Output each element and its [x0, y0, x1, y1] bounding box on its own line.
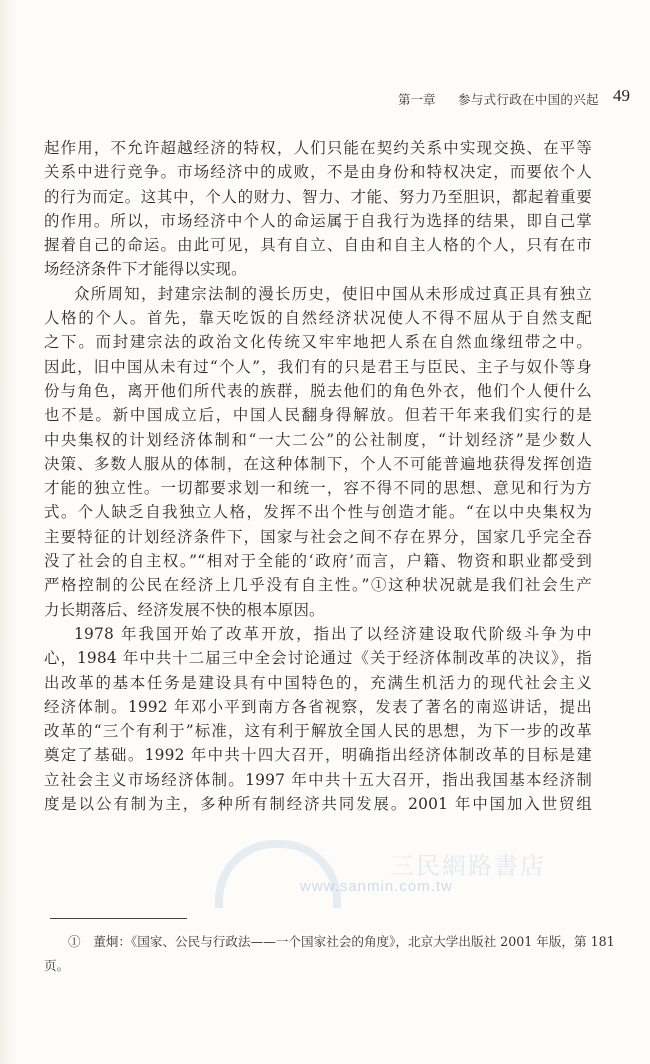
text-line: 的行为而定。这其中，个人的财力、智力、才能、努力乃至胆识，都起着重要: [44, 187, 592, 206]
watermark-logo-icon: [215, 840, 341, 908]
text-line: 之下。而封建宗法的政治文化传统又牢牢地把人系在自然血缘纽带之中。: [44, 333, 592, 352]
text-line: 没了社会的自主权。”“相对于全能的‘政府’而言，户籍、物资和职业都受到: [44, 552, 592, 571]
text-line: 严格控制的公民在经济上几乎没有自主性。”①这种状况就是我们社会生产: [44, 576, 592, 595]
text-line: 因此，旧中国从未有过“个人”，我们有的只是君王与臣民、主子与奴仆等身: [44, 357, 592, 376]
text-line: 度是以公有制为主，多种所有制经济共同发展。2001 年中国加入世贸组: [44, 795, 592, 814]
watermark-title: 三民網路書店: [390, 852, 546, 880]
text-line: 份与角色，离开他们所代表的族群，脱去他们的角色外衣，他们个人便什么: [44, 381, 592, 400]
footnote-line: ① 董炯：《国家、公民与行政法——一个国家社会的角度》，北京大学出版社 2001 年版，第 181: [68, 934, 615, 949]
body-text: [44, 136, 592, 816]
text-line: 心，1984 年中共十二届三中全会讨论通过《关于经济体制改革的决议》，指: [44, 649, 592, 668]
text-line: 力长期落后、经济发展不快的根本原因。: [44, 600, 325, 619]
text-line: 立社会主义市场经济体制。1997 年中共十五大召开，指出我国基本经济制: [44, 770, 592, 789]
text-line: 主要特征的计划经济条件下，国家与社会之间不存在界分，国家几乎完全吞: [44, 527, 592, 546]
chapter-label: 第一章: [398, 92, 436, 107]
text-line: 改革的“三个有利于”标准，这有利于解放全国人民的思想，为下一步的改革: [44, 722, 592, 741]
page-edge-shadow: [0, 0, 18, 1064]
watermark-url: www.sanmin.com.tw: [300, 878, 453, 895]
text-line: 奠定了基础。1992 年中共十四大召开，明确指出经济体制改革的目标是建: [44, 746, 592, 765]
text-line: 起作用，不允许超越经济的特权，人们只能在契约关系中实现交换、在平等: [44, 139, 592, 157]
text-line: 中央集权的计划经济体制和“一大二公”的公社制度，“计划经济”是少数人: [44, 430, 592, 449]
text-line: 场经济条件下才能得以实现。: [44, 260, 247, 279]
text-line: 关系中进行竞争。市场经济中的成败，不是由身份和特权决定，而要依个人: [44, 163, 592, 182]
footnote: [44, 930, 615, 978]
text-line: 人格的个人。首先，靠天吃饭的自然经济状况使人不得不屈从于自然支配: [44, 309, 592, 328]
text-line: 出改革的基本任务是建设具有中国特色的，充满生机活力的现代社会主义: [44, 673, 592, 692]
text-line: 也不是。新中国成立后，中国人民翻身得解放。但若干年来我们实行的是: [44, 406, 592, 425]
text-line: 握着自己的命运。由此可见，具有自立、自由和自主人格的个人，只有在市: [44, 236, 592, 255]
text-line: 众所周知，封建宗法制的漫长历史，使旧中国从未形成过真正具有独立: [74, 284, 592, 303]
footnote-line: 页。: [44, 958, 70, 973]
text-line: 经济体制。1992 年邓小平到南方各省视察，发表了著名的南巡讲话，提出: [44, 697, 592, 716]
footnote-divider: [50, 918, 187, 919]
text-line: 决策、多数人服从的体制，在这种体制下，个人不可能普遍地获得发挥创造: [44, 454, 592, 473]
chapter-title: 参与式行政在中国的兴起: [458, 92, 599, 107]
text-line: 式。个人缺乏自我独立人格，发挥不出个性与创造才能。“在以中央集权为: [44, 503, 592, 522]
running-head: [398, 88, 630, 108]
page-number: 49: [613, 86, 630, 105]
text-line: 1978 年我国开始了改革开放，指出了以经济建设取代阶级斗争为中: [74, 624, 592, 643]
text-line: 的作用。所以，市场经济中个人的命运属于自我行为选择的结果，即自己掌: [44, 211, 592, 230]
text-line: 才能的独立性。一切都要求划一和统一，容不得不同的思想、意见和行为方: [44, 479, 592, 498]
